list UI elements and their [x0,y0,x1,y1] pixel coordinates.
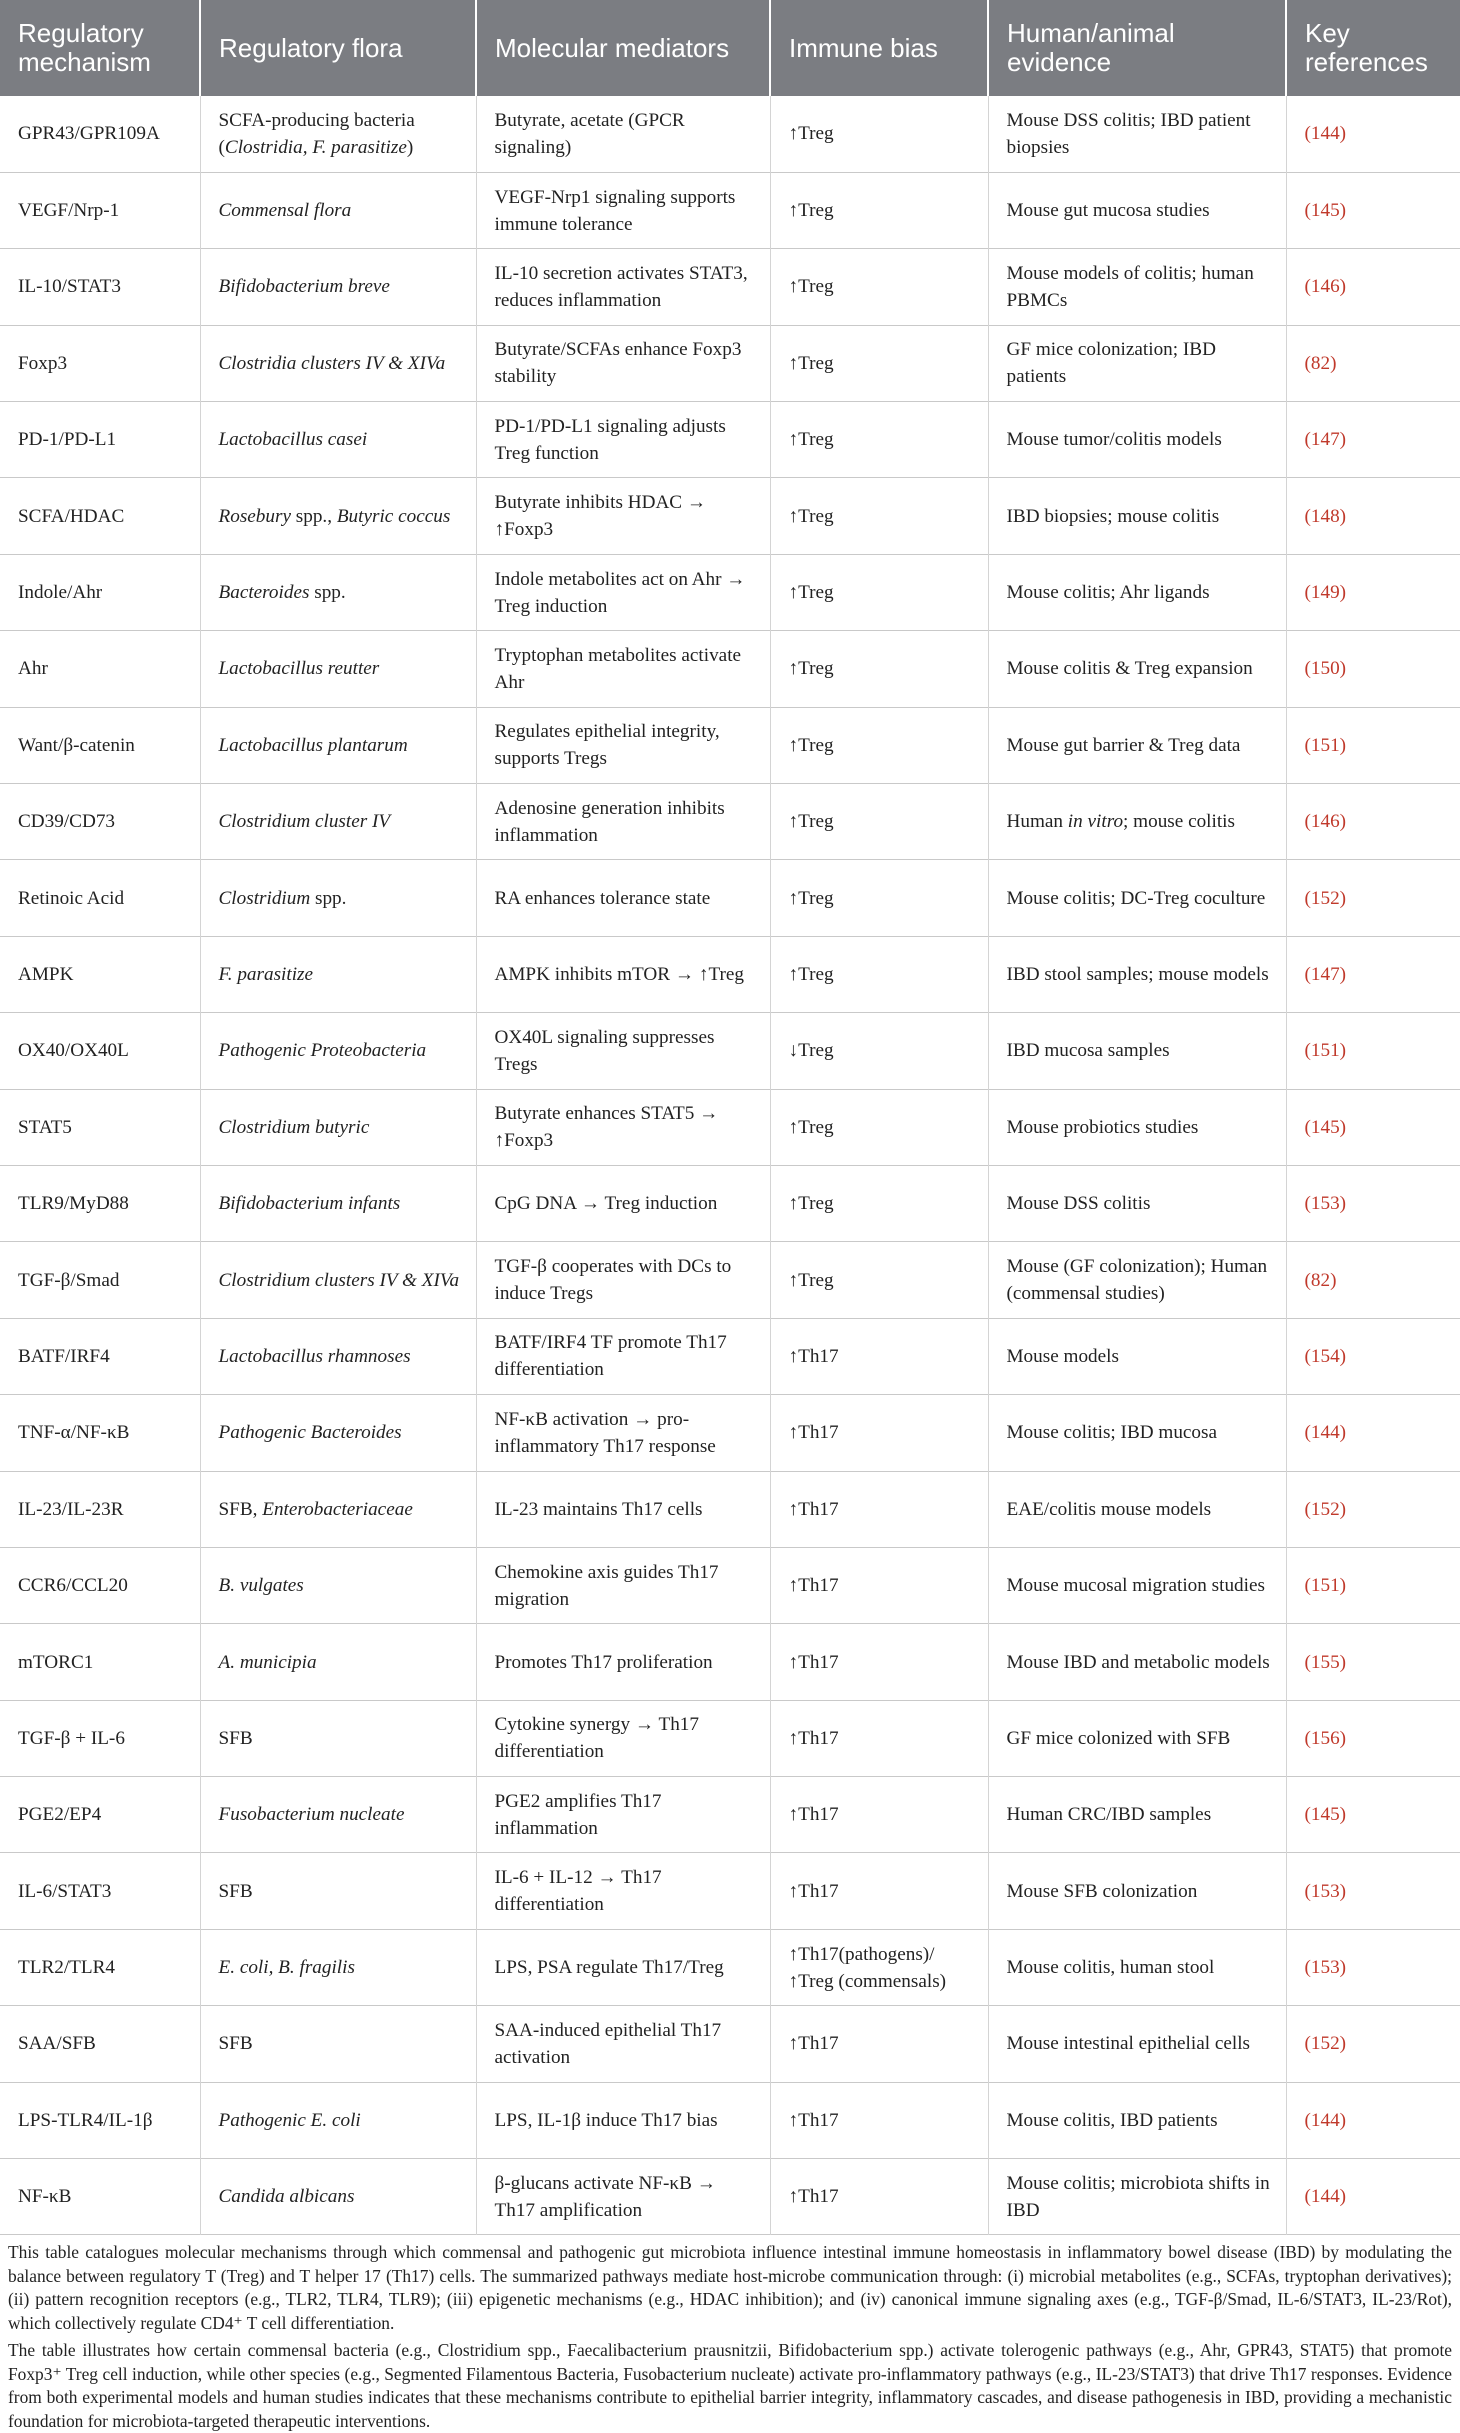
table-row [0,1700,1460,1776]
cell-mechanism: Want/β-catenin [0,707,200,783]
table-row [0,1853,1460,1929]
cell-flora: Lactobacillus plantarum [200,707,476,783]
cell-flora: Clostridium spp. [200,860,476,936]
header-evidence: Human/animal evidence [988,0,1286,96]
cell-mediators: Indole metabolites act on Ahr → Treg induction [476,554,770,630]
cell-immune-bias: ↑Treg [770,1165,988,1241]
cell-mechanism: BATF/IRF4 [0,1318,200,1394]
cell-mechanism: TLR9/MyD88 [0,1165,200,1241]
cell-mediators: BATF/IRF4 TF promote Th17 differentiation [476,1318,770,1394]
cell-evidence: Human CRC/IBD samples [988,1777,1286,1853]
cell-mediators: LPS, IL-1β induce Th17 bias [476,2082,770,2158]
cell-mechanism: NF-κB [0,2159,200,2235]
cell-evidence: Mouse gut mucosa studies [988,172,1286,248]
cell-flora: SFB [200,2006,476,2082]
cell-reference[interactable]: (145) [1304,1804,1347,1826]
table-row [0,1471,1460,1547]
cell-reference[interactable]: (152) [1304,2033,1347,2055]
cell-immune-bias: ↑Treg [770,325,988,401]
cell-immune-bias: ↑Treg [770,554,988,630]
cell-flora: Bifidobacterium breve [200,249,476,325]
table-row [0,1547,1460,1623]
cell-flora: Pathogenic Proteobacteria [200,1013,476,1089]
cell-flora: Lactobacillus reutter [200,631,476,707]
cell-reference[interactable]: (154) [1304,1345,1347,1367]
table-row [0,2082,1460,2158]
cell-evidence: IBD biopsies; mouse colitis [988,478,1286,554]
cell-flora: Lactobacillus rhamnoses [200,1318,476,1394]
cell-immune-bias: ↑Treg [770,402,988,478]
cell-mediators: Butyrate/SCFAs enhance Foxp3 stability [476,325,770,401]
cell-mediators: IL-10 secretion activates STAT3, reduces inflammation [476,249,770,325]
cell-mediators: VEGF-Nrp1 signaling supports immune tolerance [476,172,770,248]
cell-immune-bias: ↑Treg [770,631,988,707]
cell-reference[interactable]: (150) [1304,658,1347,680]
cell-mechanism: TGF-β/Smad [0,1242,200,1318]
cell-mechanism: PGE2/EP4 [0,1777,200,1853]
cell-reference[interactable]: (146) [1304,811,1347,833]
caption-paragraph-1: This table catalogues molecular mechanisms through which commensal and pathogenic gut microbiota influence intestinal immune homeostasis in inflammatory bowel disease (IBD) by modulating the balance between regulatory T (Treg) and T helper 17 (Th17) cells. The summarized pathways mediate host-microbe communication through: (i) microbial metabolites (e.g., SCFAs, tryptophan derivatives); (ii) pattern recognition receptors (e.g., TLR2, TLR4, TLR9); (iii) epigenetic mechanisms (e.g., HDAC inhibition); and (iv) canonical immune signaling axes (e.g., TGF-β/Smad, IL-6/STAT3, IL-23/Rot), which collectively regulate CD4⁺ T cell differentiation. [8,2242,1452,2333]
cell-evidence: Mouse colitis, IBD patients [988,2082,1286,2158]
table-row [0,249,1460,325]
table-row [0,936,1460,1012]
cell-immune-bias: ↑Treg [770,936,988,1012]
cell-flora: SFB [200,1700,476,1776]
cell-evidence: Mouse SFB colonization [988,1853,1286,1929]
table-row [0,1395,1460,1471]
cell-mediators: IL-6 + IL-12 → Th17 differentiation [476,1853,770,1929]
cell-immune-bias: ↓Treg [770,1013,988,1089]
cell-mediators: AMPK inhibits mTOR → ↑Treg [476,936,770,1012]
cell-evidence: Mouse colitis, human stool [988,1929,1286,2005]
cell-flora: SFB, Enterobacteriaceae [200,1471,476,1547]
cell-mediators: Chemokine axis guides Th17 migration [476,1547,770,1623]
cell-mediators: Tryptophan metabolites activate Ahr [476,631,770,707]
cell-evidence: Mouse IBD and metabolic models [988,1624,1286,1700]
table-caption [0,2235,1460,2433]
cell-reference[interactable]: (145) [1304,1116,1347,1138]
cell-reference[interactable]: (148) [1304,505,1347,527]
cell-evidence: EAE/colitis mouse models [988,1471,1286,1547]
cell-immune-bias: ↑Th17 [770,1777,988,1853]
table-row [0,631,1460,707]
table-row [0,554,1460,630]
cell-reference[interactable]: (147) [1304,963,1347,985]
cell-immune-bias: ↑Treg [770,249,988,325]
cell-mediators: Regulates epithelial integrity, supports Tregs [476,707,770,783]
table-row [0,1165,1460,1241]
cell-mediators: RA enhances tolerance state [476,860,770,936]
cell-reference[interactable]: (151) [1304,1040,1347,1062]
cell-immune-bias: ↑Th17 [770,1318,988,1394]
cell-mediators: NF-κB activation → pro-inflammatory Th17 response [476,1395,770,1471]
table-row [0,2006,1460,2082]
table-body [0,96,1460,2235]
cell-flora: A. municipia [200,1624,476,1700]
table-row [0,402,1460,478]
cell-immune-bias: ↑Treg [770,707,988,783]
table-row [0,478,1460,554]
cell-mediators: Promotes Th17 proliferation [476,1624,770,1700]
cell-reference[interactable]: (144) [1304,2109,1347,2131]
cell-flora: Lactobacillus casei [200,402,476,478]
cell-flora: SCFA-producing bacteria (Clostridia, F. parasitize) [200,96,476,172]
cell-mechanism: IL-10/STAT3 [0,249,200,325]
cell-mediators: Butyrate enhances STAT5 → ↑Foxp3 [476,1089,770,1165]
cell-evidence: Mouse colitis; DC-Treg coculture [988,860,1286,936]
cell-flora: SFB [200,1853,476,1929]
cell-immune-bias: ↑Treg [770,1242,988,1318]
cell-mediators: Adenosine generation inhibits inflammation [476,784,770,860]
cell-mechanism: STAT5 [0,1089,200,1165]
cell-evidence: Mouse mucosal migration studies [988,1547,1286,1623]
cell-flora: Commensal flora [200,172,476,248]
cell-flora: Rosebury spp., Butyric coccus [200,478,476,554]
cell-immune-bias: ↑Th17 [770,1471,988,1547]
cell-evidence: Mouse colitis; Ahr ligands [988,554,1286,630]
cell-evidence: Mouse colitis; microbiota shifts in IBD [988,2159,1286,2235]
cell-reference[interactable]: (145) [1304,200,1347,222]
cell-reference[interactable]: (152) [1304,887,1347,909]
cell-mediators: CpG DNA → Treg induction [476,1165,770,1241]
cell-mechanism: mTORC1 [0,1624,200,1700]
cell-mechanism: TGF-β + IL-6 [0,1700,200,1776]
cell-evidence: Mouse intestinal epithelial cells [988,2006,1286,2082]
cell-mechanism: CCR6/CCL20 [0,1547,200,1623]
cell-evidence: Mouse probiotics studies [988,1089,1286,1165]
header-row [0,0,1460,96]
header-regulatory-flora: Regulatory flora [200,0,476,96]
cell-mediators: LPS, PSA regulate Th17/Treg [476,1929,770,2005]
cell-reference[interactable]: (153) [1304,1957,1347,1979]
cell-mediators: PGE2 amplifies Th17 inflammation [476,1777,770,1853]
table-header [0,0,1460,96]
cell-evidence: Mouse tumor/colitis models [988,402,1286,478]
cell-flora: Bifidobacterium infants [200,1165,476,1241]
table-row [0,1929,1460,2005]
table-row [0,1242,1460,1318]
table-row [0,707,1460,783]
cell-flora: Bacteroides spp. [200,554,476,630]
table-row [0,2159,1460,2235]
table-row [0,1624,1460,1700]
cell-mediators: Butyrate inhibits HDAC → ↑Foxp3 [476,478,770,554]
cell-mediators: β-glucans activate NF-κB → Th17 amplification [476,2159,770,2235]
cell-evidence: IBD stool samples; mouse models [988,936,1286,1012]
cell-reference[interactable]: (144) [1304,1422,1347,1444]
cell-mechanism: OX40/OX40L [0,1013,200,1089]
cell-mediators: TGF-β cooperates with DCs to induce Tregs [476,1242,770,1318]
cell-mediators: Cytokine synergy → Th17 differentiation [476,1700,770,1776]
cell-immune-bias: ↑Th17 [770,1853,988,1929]
cell-immune-bias: ↑Th17 [770,2159,988,2235]
cell-reference[interactable]: (151) [1304,1575,1347,1597]
cell-evidence: Mouse DSS colitis; IBD patient biopsies [988,96,1286,172]
cell-immune-bias: ↑Treg [770,784,988,860]
cell-reference[interactable]: (156) [1304,1727,1347,1749]
cell-flora: B. vulgates [200,1547,476,1623]
cell-evidence: Mouse (GF colonization); Human (commensal studies) [988,1242,1286,1318]
cell-mediators: OX40L signaling suppresses Tregs [476,1013,770,1089]
cell-evidence: Mouse models of colitis; human PBMCs [988,249,1286,325]
table-row [0,96,1460,172]
cell-reference[interactable]: (149) [1304,582,1347,604]
cell-immune-bias: ↑Treg [770,1089,988,1165]
cell-mechanism: TNF-α/NF-κB [0,1395,200,1471]
cell-flora: Pathogenic Bacteroides [200,1395,476,1471]
cell-mediators: PD-1/PD-L1 signaling adjusts Treg function [476,402,770,478]
cell-evidence: Mouse gut barrier & Treg data [988,707,1286,783]
cell-reference[interactable]: (153) [1304,1880,1347,1902]
cell-immune-bias: ↑Th17 [770,1395,988,1471]
cell-immune-bias: ↑Treg [770,860,988,936]
cell-mediators: SAA-induced epithelial Th17 activation [476,2006,770,2082]
cell-evidence: Mouse colitis; IBD mucosa [988,1395,1286,1471]
cell-mechanism: SCFA/HDAC [0,478,200,554]
cell-evidence: Mouse DSS colitis [988,1165,1286,1241]
cell-mechanism: PD-1/PD-L1 [0,402,200,478]
cell-mechanism: Ahr [0,631,200,707]
cell-evidence: Mouse models [988,1318,1286,1394]
table-row [0,325,1460,401]
cell-mechanism: Indole/Ahr [0,554,200,630]
cell-immune-bias: ↑Th17(pathogens)/ ↑Treg (commensals) [770,1929,988,2005]
cell-flora: Pathogenic E. coli [200,2082,476,2158]
cell-mechanism: AMPK [0,936,200,1012]
cell-immune-bias: ↑Th17 [770,2082,988,2158]
cell-mechanism: CD39/CD73 [0,784,200,860]
cell-flora: Clostridia clusters IV & XIVa [200,325,476,401]
table-row [0,1013,1460,1089]
cell-immune-bias: ↑Treg [770,478,988,554]
table-row [0,860,1460,936]
caption-paragraph-2: The table illustrates how certain commensal bacteria (e.g., Clostridium spp., Faecalibacterium prausnitzii, Bifidobacterium spp.) activate tolerogenic pathways (e.g., Ahr, GPR43, STAT5) that promote Foxp3⁺ Treg cell induction, while other species (e.g., Segmented Filamentous Bacteria, Fusobacterium nucleate) activate pro-inflammatory pathways (e.g., IL-23/STAT3) that drive Th17 responses. Evidence from both experimental models and human studies indicates that these mechanisms contribute to epithelial barrier integrity, inflammatory cascades, and disease pathogenesis in IBD, providing a mechanistic foundation for microbiota-targeted therapeutic interventions. [8,2340,1452,2431]
header-molecular-mediators: Molecular mediators [476,0,770,96]
cell-reference[interactable]: (152) [1304,1498,1347,1520]
cell-evidence: GF mice colonized with SFB [988,1700,1286,1776]
table-row [0,1318,1460,1394]
cell-mediators: Butyrate, acetate (GPCR signaling) [476,96,770,172]
cell-mechanism: IL-6/STAT3 [0,1853,200,1929]
header-immune-bias: Immune bias [770,0,988,96]
table-row [0,1089,1460,1165]
cell-mechanism: TLR2/TLR4 [0,1929,200,2005]
cell-reference[interactable]: (151) [1304,734,1347,756]
header-regulatory-mechanism: Regulatory mechanism [0,0,200,96]
cell-mechanism: Retinoic Acid [0,860,200,936]
cell-immune-bias: ↑Treg [770,96,988,172]
cell-evidence: IBD mucosa samples [988,1013,1286,1089]
cell-evidence: Human in vitro; mouse colitis [988,784,1286,860]
cell-mechanism: SAA/SFB [0,2006,200,2082]
cell-mediators: IL-23 maintains Th17 cells [476,1471,770,1547]
cell-mechanism: IL-23/IL-23R [0,1471,200,1547]
header-key-references: Key references [1286,0,1460,96]
cell-evidence: GF mice colonization; IBD patients [988,325,1286,401]
table-row [0,172,1460,248]
cell-reference[interactable]: (144) [1304,123,1347,145]
table-row [0,1777,1460,1853]
cell-mechanism: LPS-TLR4/IL-1β [0,2082,200,2158]
cell-reference[interactable]: (82) [1304,1269,1337,1291]
cell-evidence: Mouse colitis & Treg expansion [988,631,1286,707]
cell-reference[interactable]: (153) [1304,1193,1347,1215]
cell-reference[interactable]: (146) [1304,276,1347,298]
cell-flora: E. coli, B. fragilis [200,1929,476,2005]
cell-immune-bias: ↑Treg [770,172,988,248]
cell-mechanism: VEGF/Nrp-1 [0,172,200,248]
cell-reference[interactable]: (147) [1304,429,1347,451]
cell-flora: Fusobacterium nucleate [200,1777,476,1853]
cell-reference[interactable]: (155) [1304,1651,1347,1673]
cell-flora: Candida albicans [200,2159,476,2235]
cell-flora: Clostridium cluster IV [200,784,476,860]
cell-immune-bias: ↑Th17 [770,1624,988,1700]
cell-reference[interactable]: (82) [1304,352,1337,374]
cell-flora: Clostridium butyric [200,1089,476,1165]
table-row [0,784,1460,860]
cell-mechanism: Foxp3 [0,325,200,401]
cell-immune-bias: ↑Th17 [770,2006,988,2082]
cell-immune-bias: ↑Th17 [770,1700,988,1776]
cell-flora: F. parasitize [200,936,476,1012]
cell-immune-bias: ↑Th17 [770,1547,988,1623]
cell-mechanism: GPR43/GPR109A [0,96,200,172]
cell-reference[interactable]: (144) [1304,2186,1347,2208]
cell-flora: Clostridium clusters IV & XIVa [200,1242,476,1318]
